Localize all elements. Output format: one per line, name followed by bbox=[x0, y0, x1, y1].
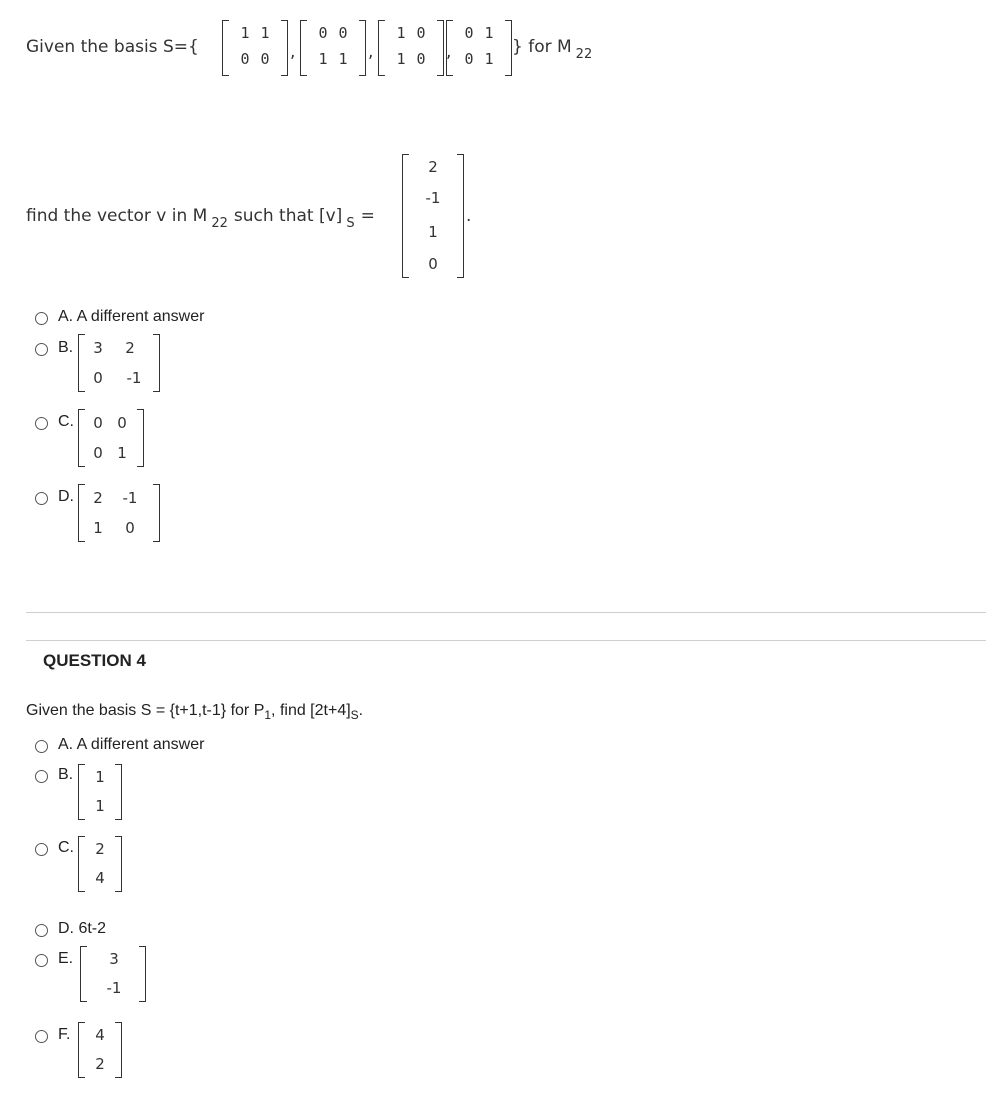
vector-cell: 2 bbox=[95, 840, 105, 858]
matrix-cell: 1 bbox=[396, 24, 406, 42]
vector-cell: 0 bbox=[428, 255, 438, 273]
basis-matrix-2 bbox=[300, 20, 366, 76]
option-vector bbox=[78, 1022, 122, 1078]
option-vector bbox=[80, 946, 146, 1002]
matrix-cell: -1 bbox=[122, 489, 138, 507]
option-label: B. bbox=[58, 339, 74, 356]
separator: , bbox=[368, 42, 374, 62]
matrix-cell: 3 bbox=[93, 339, 103, 357]
matrix-cell: 1 bbox=[318, 50, 328, 68]
matrix-cell: 0 bbox=[125, 519, 135, 537]
basis-matrix-1 bbox=[222, 20, 288, 76]
matrix-cell: 0 bbox=[338, 24, 348, 42]
option-matrix bbox=[78, 484, 160, 542]
option-label: A. A different answer bbox=[58, 736, 205, 753]
radio-button[interactable] bbox=[35, 312, 48, 325]
vector-cell: -1 bbox=[425, 189, 441, 207]
coordinate-vector bbox=[402, 154, 464, 278]
option-label: F. bbox=[58, 1026, 71, 1043]
option-label: A. A different answer bbox=[58, 308, 205, 325]
option-vector bbox=[78, 764, 122, 820]
divider bbox=[26, 612, 986, 613]
matrix-cell: 1 bbox=[260, 24, 270, 42]
radio-button[interactable] bbox=[35, 1030, 48, 1043]
radio-button[interactable] bbox=[35, 770, 48, 783]
basis-suffix: } for M $_{22}$ bbox=[512, 37, 593, 62]
matrix-cell: 0 bbox=[464, 24, 474, 42]
matrix-cell: 1 bbox=[484, 24, 494, 42]
matrix-cell: 1 bbox=[240, 24, 250, 42]
radio-button[interactable] bbox=[35, 492, 48, 505]
option-matrix bbox=[78, 334, 160, 392]
radio-button[interactable] bbox=[35, 343, 48, 356]
matrix-cell: 1 bbox=[117, 444, 127, 462]
option-matrix bbox=[78, 409, 144, 467]
option-label: B. bbox=[58, 766, 74, 783]
matrix-cell: 2 bbox=[93, 489, 103, 507]
matrix-cell: 0 bbox=[117, 414, 127, 432]
matrix-cell: 0 bbox=[416, 24, 426, 42]
matrix-cell: -1 bbox=[126, 369, 142, 387]
vector-cell: 4 bbox=[95, 1026, 105, 1044]
radio-button[interactable] bbox=[35, 924, 48, 937]
vector-cell: 2 bbox=[95, 1055, 105, 1073]
separator: , bbox=[290, 42, 296, 62]
radio-button[interactable] bbox=[35, 843, 48, 856]
matrix-cell: 0 bbox=[260, 50, 270, 68]
option-label: C. bbox=[58, 413, 74, 430]
matrix-cell: 2 bbox=[125, 339, 135, 357]
basis-prefix: Given the basis S={ bbox=[26, 37, 199, 57]
matrix-cell: 1 bbox=[93, 519, 103, 537]
vector-cell: 2 bbox=[428, 158, 438, 176]
matrix-cell: 1 bbox=[338, 50, 348, 68]
option-vector bbox=[78, 836, 122, 892]
radio-button[interactable] bbox=[35, 740, 48, 753]
option-label: D. bbox=[58, 488, 74, 505]
vector-cell: -1 bbox=[106, 979, 122, 997]
separator: , bbox=[446, 42, 452, 62]
matrix-cell: 0 bbox=[318, 24, 328, 42]
matrix-cell: 0 bbox=[93, 414, 103, 432]
matrix-cell: 0 bbox=[93, 444, 103, 462]
question-title: QUESTION 4 bbox=[43, 651, 146, 670]
matrix-cell: 0 bbox=[240, 50, 250, 68]
radio-button[interactable] bbox=[35, 417, 48, 430]
vector-cell: 4 bbox=[95, 869, 105, 887]
vector-cell: 1 bbox=[95, 768, 105, 786]
basis-matrix-3 bbox=[378, 20, 444, 76]
matrix-cell: 0 bbox=[464, 50, 474, 68]
period: . bbox=[466, 206, 472, 226]
matrix-cell: 0 bbox=[416, 50, 426, 68]
divider bbox=[26, 640, 986, 641]
matrix-cell: 1 bbox=[484, 50, 494, 68]
matrix-cell: 1 bbox=[396, 50, 406, 68]
find-text: find the vector v in M $_{22}$ such that [v] $_S$ = bbox=[26, 206, 375, 231]
option-label: D. 6t-2 bbox=[58, 920, 107, 937]
matrix-cell: 0 bbox=[93, 369, 103, 387]
radio-button[interactable] bbox=[35, 954, 48, 967]
vector-cell: 3 bbox=[109, 950, 119, 968]
vector-cell: 1 bbox=[95, 797, 105, 815]
basis-matrix-4 bbox=[446, 20, 512, 76]
question-text: Given the basis S = {t+1,t-1} for $P_1$, find $[2t+4]_S$. bbox=[26, 702, 364, 722]
option-label: E. bbox=[58, 950, 74, 967]
vector-cell: 1 bbox=[428, 223, 438, 241]
option-label: C. bbox=[58, 839, 74, 856]
